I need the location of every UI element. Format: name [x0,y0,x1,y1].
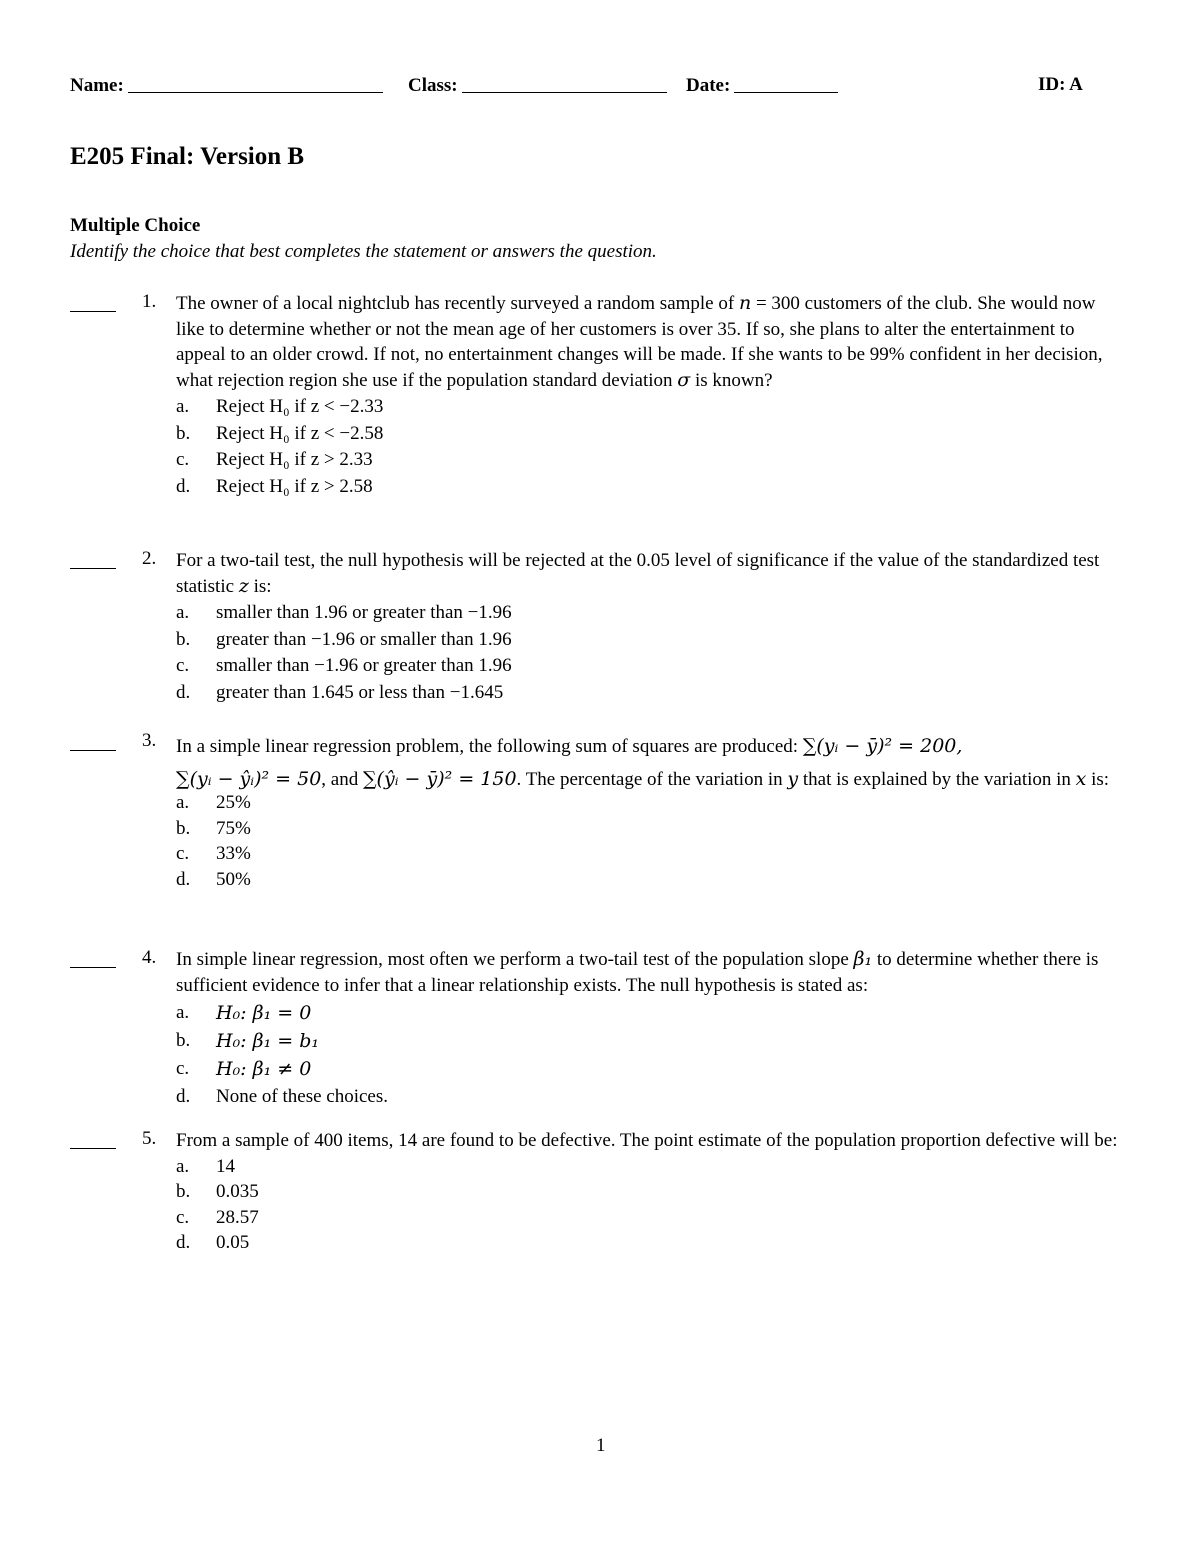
question-stem [176,1128,1126,1256]
date-label: Date: [686,75,731,96]
answer-blank[interactable] [70,967,116,968]
choice-d[interactable] [176,1230,1126,1256]
choice-list [176,600,1126,706]
choice-a[interactable] [176,999,1126,1027]
answer-blank[interactable] [70,1148,116,1149]
choice-b[interactable] [176,421,1126,448]
sum-of-squares-error: ∑(yᵢ − ŷᵢ)² = 50 [176,768,322,790]
choice-text: 25% [216,792,251,813]
sum-of-squares-total: ∑(yᵢ − ȳ)² = 200, [802,735,963,757]
choice-letter: b. [176,1181,191,1202]
choice-letter: a. [176,396,190,417]
answer-blank[interactable] [70,311,116,312]
name-blank[interactable] [128,74,383,93]
date-blank[interactable] [734,74,838,93]
choice-text: Reject H₀ if z > 2.33 [216,449,373,470]
stem-text: The owner of a local nightclub has recently surveyed a random sample of [176,293,739,314]
choice-letter: c. [176,1206,190,1228]
choice-letter: d. [176,868,191,890]
class-label: Class: [408,75,458,96]
choice-text: greater than −1.96 or smaller than 1.96 [216,628,512,650]
choice-text: None of these choices. [216,1086,388,1107]
stem-text: that is explained by the variation in [798,769,1076,790]
choice-letter: a. [176,1002,190,1023]
choice-text: Reject H₀ if z < −2.58 [216,422,384,444]
choice-text: 14 [216,1155,235,1177]
exam-id: ID: A [1038,74,1083,95]
choice-d[interactable] [176,867,1126,893]
stem-text: is: [248,575,272,597]
stem-text: is known? [690,369,773,391]
section-heading: Multiple Choice [70,215,201,236]
choice-list [176,790,1126,892]
sigma-symbol: σ [677,368,691,391]
choice-text: smaller than −1.96 or greater than 1.96 [216,655,512,676]
choice-list [176,394,1126,500]
question-stem [176,947,1126,1111]
answer-blank[interactable] [70,750,116,751]
choice-d[interactable] [176,1083,1126,1111]
question-stem [176,548,1126,706]
choice-b[interactable] [176,627,1126,654]
choice-text: 0.035 [216,1181,259,1202]
choice-letter: d. [176,681,191,703]
choice-letter: d. [176,1086,191,1107]
choice-text: 75% [216,817,251,839]
choice-text: 0.05 [216,1232,250,1253]
stem-text: For a two-tail test, the null hypothesis will be rejected at the 0.05 level of significance if the value of the standardized test statistic [176,550,1100,597]
question-stem [176,291,1126,500]
choice-d[interactable] [176,680,1126,707]
choice-letter: c. [176,843,190,864]
page-number: 1 [596,1435,606,1456]
choice-text: H₀: β₁ = b₁ [216,1030,320,1052]
stem-math: z [238,574,249,597]
class-blank[interactable] [462,74,667,93]
stem-text: is: [1086,769,1110,790]
choice-d[interactable] [176,474,1126,501]
choice-text: Reject H₀ if z > 2.58 [216,475,373,497]
choice-list [176,999,1126,1111]
choice-text: H₀: β₁ ≠ 0 [216,1058,312,1080]
stem-math: x [1075,768,1087,790]
choice-text: Reject H₀ if z < −2.33 [216,396,384,417]
choice-c[interactable] [176,653,1126,680]
choice-c[interactable] [176,1205,1126,1231]
answer-blank[interactable] [70,568,116,569]
choice-text: H₀: β₁ = 0 [216,1002,312,1024]
choice-c[interactable] [176,447,1126,474]
section-instructions: Identify the choice that best completes the statement or answers the question. [70,241,657,262]
choice-text: greater than 1.645 or less than −1.645 [216,681,504,703]
stem-text: From a sample of 400 items, 14 are found to be defective. The point estimate of the population proportion defective will be: [176,1130,1118,1151]
stem-text: , and [321,769,363,790]
name-label: Name: [70,75,124,96]
choice-a[interactable] [176,394,1126,421]
question-number: 2. [142,548,157,569]
choice-text: smaller than 1.96 or greater than −1.96 [216,602,512,623]
question-stem [176,730,1126,892]
choice-a[interactable] [176,1154,1126,1180]
exam-title: E205 Final: Version B [70,143,305,170]
choice-text: 50% [216,868,251,890]
choice-letter: a. [176,1155,190,1177]
date-field[interactable] [686,74,838,97]
question-number: 5. [142,1128,157,1149]
choice-letter: d. [176,1232,191,1253]
choice-letter: b. [176,422,191,444]
stem-text: . The percentage of the variation in [516,769,788,790]
beta-symbol: β₁ [853,948,873,970]
choice-letter: b. [176,628,191,650]
choice-letter: c. [176,449,190,470]
choice-text: 28.57 [216,1206,259,1228]
question-number: 1. [142,291,157,312]
question-number: 3. [142,730,157,751]
choice-a[interactable] [176,790,1126,816]
choice-c[interactable] [176,841,1126,867]
choice-a[interactable] [176,600,1126,627]
class-field[interactable] [408,74,667,97]
choice-letter: b. [176,1030,191,1051]
choice-letter: d. [176,475,191,497]
stem-text: = 300 customers of the club. She would now like to determine whether or not the mean age of her customers is over 35. If so, she plans to alter the entertainment to appeal to an older crowd. If not, no entertainment changes will be made. If she wants to be 99% confident in her decision, what rejection region she use if the population standard deviation [176,293,1103,391]
question-number: 4. [142,947,157,968]
choice-letter: c. [176,655,190,676]
choice-text: 33% [216,843,251,864]
choice-letter: a. [176,602,190,623]
choice-b[interactable] [176,816,1126,842]
choice-letter: b. [176,817,191,839]
stem-math: n [738,292,752,314]
choice-letter: a. [176,792,190,813]
choice-letter: c. [176,1058,190,1079]
name-field[interactable] [70,74,383,97]
sum-of-squares-regression: ∑(ŷᵢ − ȳ)² = 150 [362,768,517,790]
choice-list [176,1154,1126,1256]
stem-text: to determine whether there is sufficient evidence to infer that a linear relationship exists. The null hypothesis is stated as: [176,949,1099,996]
stem-text: In simple linear regression, most often we perform a two-tail test of the population slope [176,949,854,970]
choice-c[interactable] [176,1055,1126,1083]
stem-math: y [787,768,799,790]
choice-b[interactable] [176,1027,1126,1055]
choice-b[interactable] [176,1179,1126,1205]
stem-text: In a simple linear regression problem, the following sum of squares are produced: [176,736,803,757]
